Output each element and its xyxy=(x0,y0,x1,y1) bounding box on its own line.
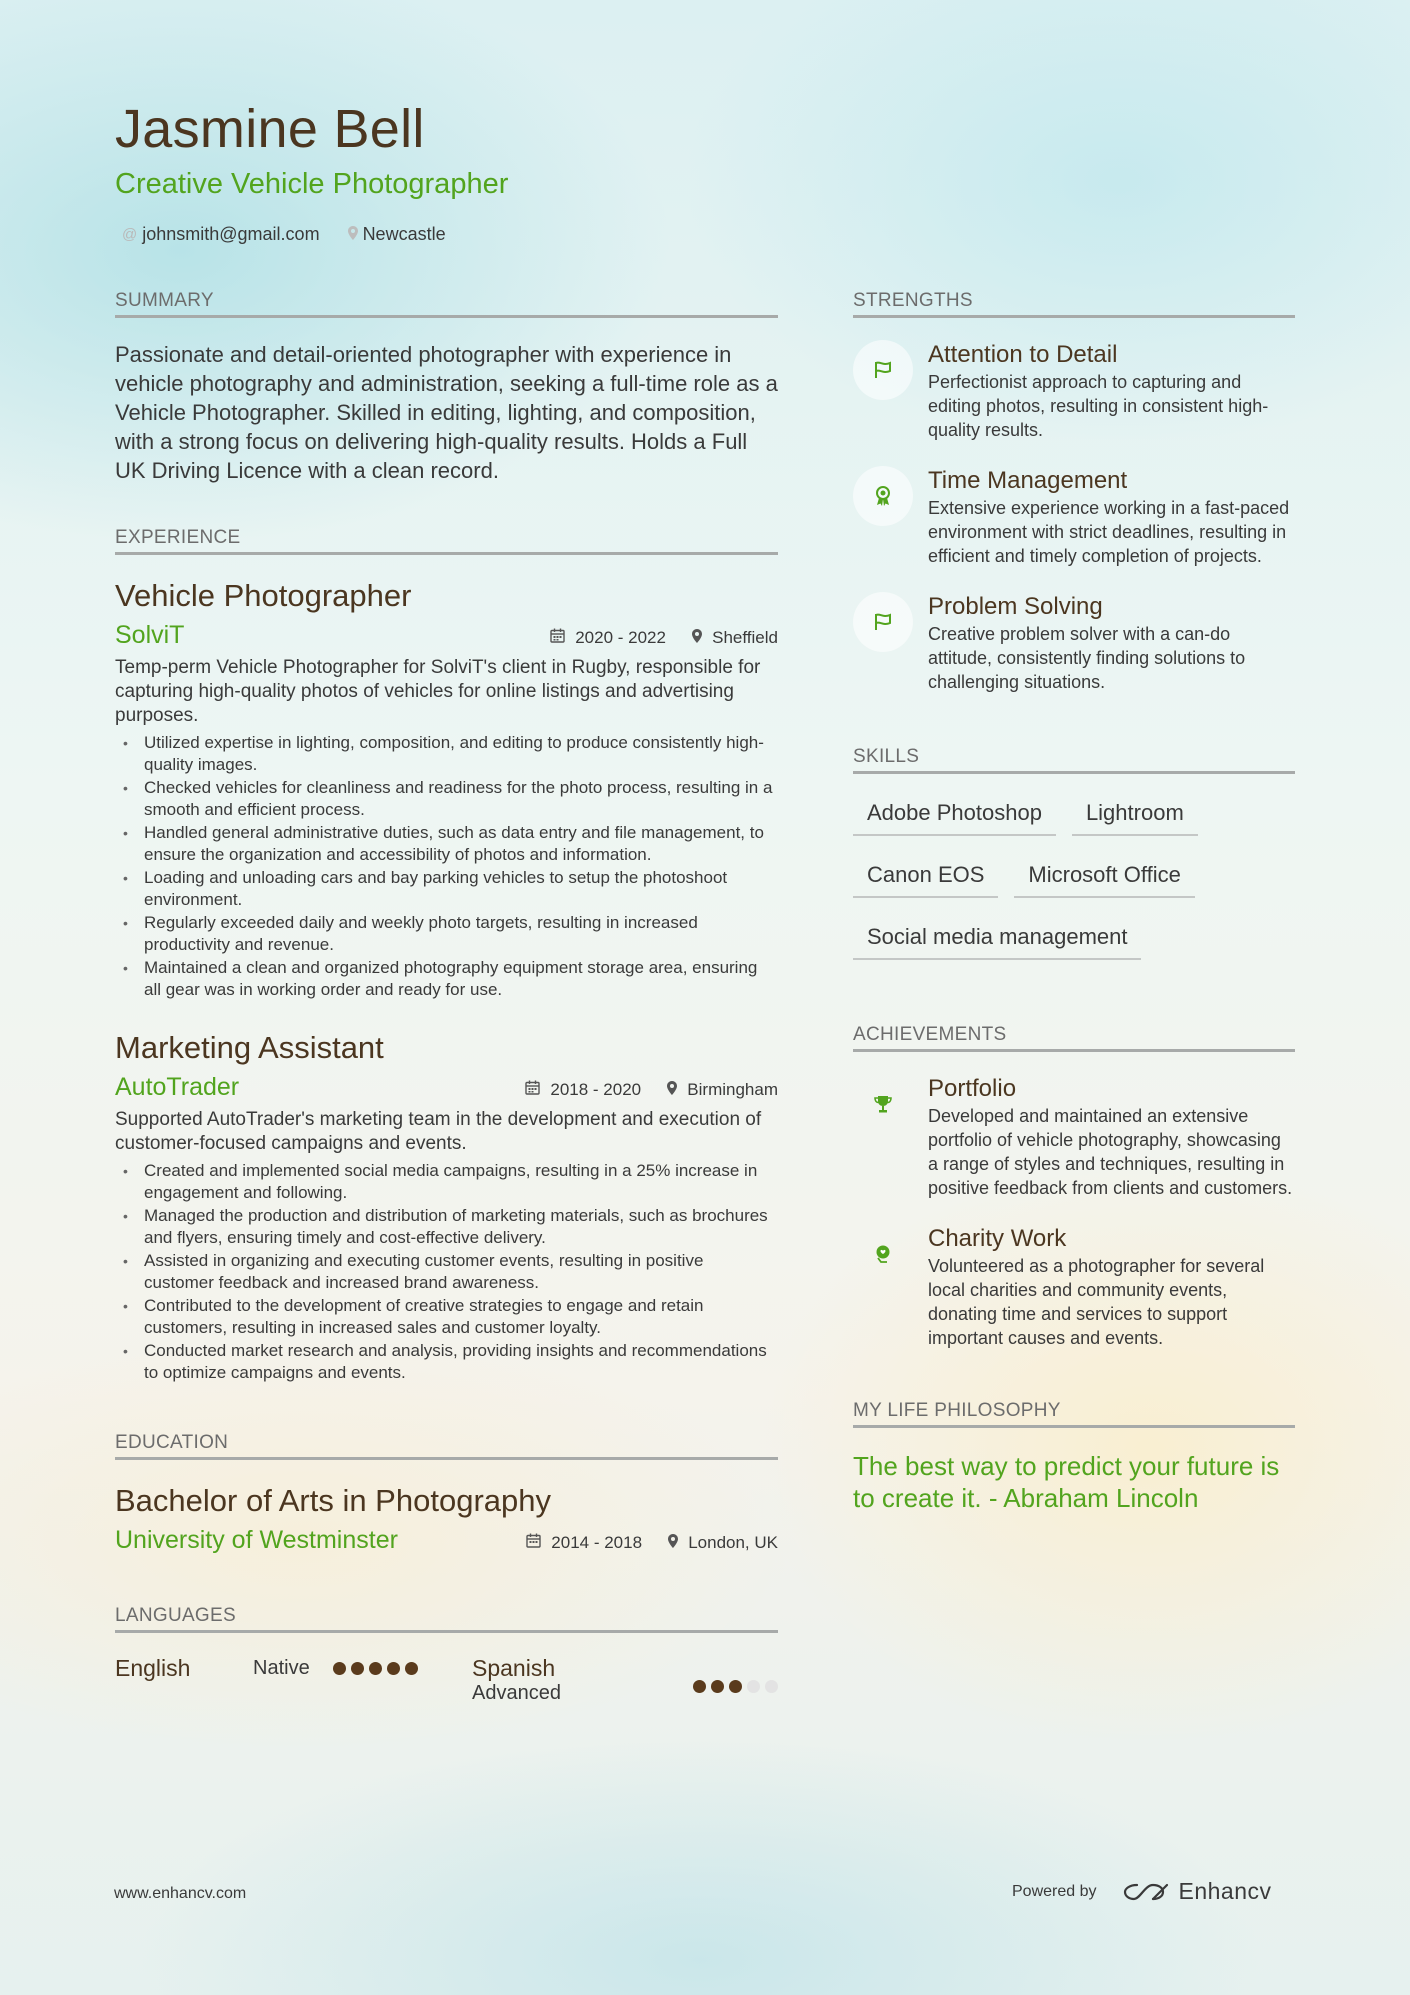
rating-dot xyxy=(387,1662,400,1675)
right-column xyxy=(853,290,1295,1514)
job-bullets xyxy=(115,1160,778,1384)
strength-title: Time Management xyxy=(928,467,1128,494)
summary-heading: SUMMARY xyxy=(115,290,778,318)
location-pin-icon xyxy=(667,1082,681,1099)
skills-heading: SKILLS xyxy=(853,746,1295,774)
degree-title: Bachelor of Arts in Photography xyxy=(115,1483,551,1518)
company-name: AutoTrader xyxy=(115,1073,240,1101)
philosophy-quote: The best way to predict your future is to create it. - Abraham Lincoln xyxy=(853,1451,1280,1513)
calendar-icon xyxy=(526,1535,545,1552)
job-description: Temp-perm Vehicle Photographer for SolviT's client in Rugby, responsible for capturing high-quality photos of vehicles for online listings and advertising purposes. xyxy=(115,657,761,726)
website-link[interactable]: www.enhancv.com xyxy=(114,1885,247,1902)
bullet-item: • Contributed to the development of creative strategies to engage and retain customers, resulting in increased sales and customer loyalty. xyxy=(115,1295,778,1339)
job-title: Marketing Assistant xyxy=(115,1030,384,1065)
job-dates: 2020 - 2022 xyxy=(575,628,666,647)
footer-brand xyxy=(1012,1878,1272,1905)
education-heading: EDUCATION xyxy=(115,1432,778,1460)
enhancv-logo[interactable] xyxy=(1123,1878,1272,1905)
bullet-item: • Assisted in organizing and executing customer events, resulting in positive customer feedback and increased brand awareness. xyxy=(115,1250,778,1294)
company-name: SolviT xyxy=(115,621,185,649)
strength-description: Extensive experience working in a fast-paced environment with strict deadlines, resulting in efficient and timely completion of projects. xyxy=(928,498,1290,566)
languages-heading: LANGUAGES xyxy=(115,1605,778,1633)
language-name: Spanish xyxy=(472,1655,556,1681)
education-dates: 2014 - 2018 xyxy=(551,1533,643,1552)
rating-dot xyxy=(693,1680,706,1693)
job-bullets xyxy=(115,732,778,1001)
flag-icon xyxy=(853,340,913,400)
achievement-title: Charity Work xyxy=(928,1225,1067,1252)
enhancv-logo-icon xyxy=(1123,1881,1169,1903)
strength-description: Perfectionist approach to capturing and editing photos, resulting in consistent high-quality results. xyxy=(928,372,1269,440)
rating-dot xyxy=(351,1662,364,1675)
bullet-item: • Utilized expertise in lighting, composition, and editing to produce consistently high-quality images. xyxy=(115,732,778,776)
bullet-item: • Created and implemented social media campaigns, resulting in a 25% increase in engagement and following. xyxy=(115,1160,778,1204)
education-location: London, UK xyxy=(688,1533,778,1552)
skills-list xyxy=(853,796,1295,960)
strength-item xyxy=(853,466,1295,568)
strength-item xyxy=(853,340,1295,442)
language-item xyxy=(115,1655,472,1682)
heart-hand-icon xyxy=(853,1224,913,1284)
location-contact xyxy=(348,224,446,245)
location-pin-icon xyxy=(348,226,358,244)
location-pin-icon xyxy=(692,630,706,647)
bullet-item: • Checked vehicles for cleanliness and readiness for the photo process, resulting in a smooth and efficient process. xyxy=(115,777,778,821)
bullet-item: • Maintained a clean and organized photography equipment storage area, ensuring all gear was in working order and ready for use. xyxy=(115,957,778,1001)
rating-dot xyxy=(729,1680,742,1693)
email-text: johnsmith@gmail.com xyxy=(142,224,320,244)
job-location: Sheffield xyxy=(712,628,778,647)
skill-tag: Lightroom xyxy=(1072,796,1198,836)
skill-tag: Canon EOS xyxy=(853,858,998,898)
job-dates: 2018 - 2020 xyxy=(550,1080,642,1099)
enhancv-wordmark: Enhancv xyxy=(1178,1878,1272,1904)
school-name: University of Westminster xyxy=(115,1526,398,1554)
language-name: English xyxy=(115,1655,191,1681)
summary-text: Passionate and detail-oriented photographer with experience in vehicle photography and administration, seeking a full-time role as a Vehicle Photographer. Skilled in editing, lighting, and composition, with a strong focus on delivering high-quality results. Holds a Full UK Driving Licence with a clean record. xyxy=(115,342,778,483)
job-entry xyxy=(115,577,778,1001)
job-title: Vehicle Photographer xyxy=(115,578,412,613)
languages-list xyxy=(115,1655,778,1705)
location-text: Newcastle xyxy=(362,224,446,244)
achievement-title: Portfolio xyxy=(928,1075,1017,1102)
job-location: Birmingham xyxy=(687,1080,778,1099)
calendar-icon xyxy=(550,630,569,647)
experience-heading: EXPERIENCE xyxy=(115,527,778,555)
trophy-icon xyxy=(853,1074,913,1134)
skill-tag: Microsoft Office xyxy=(1014,858,1194,898)
location-pin-icon xyxy=(668,1535,682,1552)
strength-title: Attention to Detail xyxy=(928,341,1118,368)
language-item xyxy=(472,1655,778,1705)
language-rating xyxy=(693,1667,778,1705)
powered-by-text: Powered by xyxy=(1012,1882,1097,1900)
at-icon: @ xyxy=(122,226,138,243)
flag-icon xyxy=(853,592,913,652)
achievements-heading: ACHIEVEMENTS xyxy=(853,1024,1295,1052)
rating-dot xyxy=(711,1680,724,1693)
calendar-icon xyxy=(525,1082,544,1099)
job-entry xyxy=(115,1029,778,1384)
bullet-item: • Handled general administrative duties, such as data entry and file management, to ensure the organization and accessibility of photos and information. xyxy=(115,822,778,866)
education-entry xyxy=(115,1482,778,1555)
strength-title: Problem Solving xyxy=(928,593,1103,620)
rating-dot xyxy=(405,1662,418,1675)
rating-dot xyxy=(765,1680,778,1693)
strength-description: Creative problem solver with a can-do attitude, consistently finding solutions to challenging situations. xyxy=(928,624,1246,692)
language-level: Advanced xyxy=(472,1682,561,1704)
rating-dot xyxy=(369,1662,382,1675)
bullet-item: • Conducted market research and analysis, providing insights and recommendations to optimize campaigns and events. xyxy=(115,1340,778,1384)
achievement-description: Volunteered as a photographer for several local charities and community events, donating time and services to support important causes and events. xyxy=(928,1256,1265,1348)
bullet-item: • Managed the production and distribution of marketing materials, such as brochures and flyers, ensuring timely and cost-effective delivery. xyxy=(115,1205,778,1249)
candidate-title: Creative Vehicle Photographer xyxy=(115,168,509,200)
skill-tag: Social media management xyxy=(853,920,1141,960)
bullet-item: • Regularly exceeded daily and weekly photo targets, resulting in increased productivity and revenue. xyxy=(115,912,778,956)
job-description: Supported AutoTrader's marketing team in the development and execution of customer-focused campaigns and events. xyxy=(115,1109,762,1154)
achievement-description: Developed and maintained an extensive portfolio of vehicle photography, showcasing a range of styles and techniques, resulting in positive feedback from clients and customers. xyxy=(928,1106,1293,1198)
strength-item xyxy=(853,592,1295,694)
language-level: Native xyxy=(253,1657,310,1679)
language-rating xyxy=(333,1662,418,1675)
achievement-item xyxy=(853,1224,1295,1350)
philosophy-heading: MY LIFE PHILOSOPHY xyxy=(853,1400,1295,1428)
strengths-heading: STRENGTHS xyxy=(853,290,1295,318)
email-contact[interactable] xyxy=(122,224,320,245)
contact-row xyxy=(122,224,446,245)
achievement-item xyxy=(853,1074,1295,1200)
skill-tag: Adobe Photoshop xyxy=(853,796,1056,836)
candidate-name: Jasmine Bell xyxy=(115,99,425,159)
bullet-item: • Loading and unloading cars and bay parking vehicles to setup the photoshoot environment. xyxy=(115,867,778,911)
award-icon xyxy=(853,466,913,526)
rating-dot xyxy=(333,1662,346,1675)
rating-dot xyxy=(747,1680,760,1693)
left-column xyxy=(115,290,778,1705)
